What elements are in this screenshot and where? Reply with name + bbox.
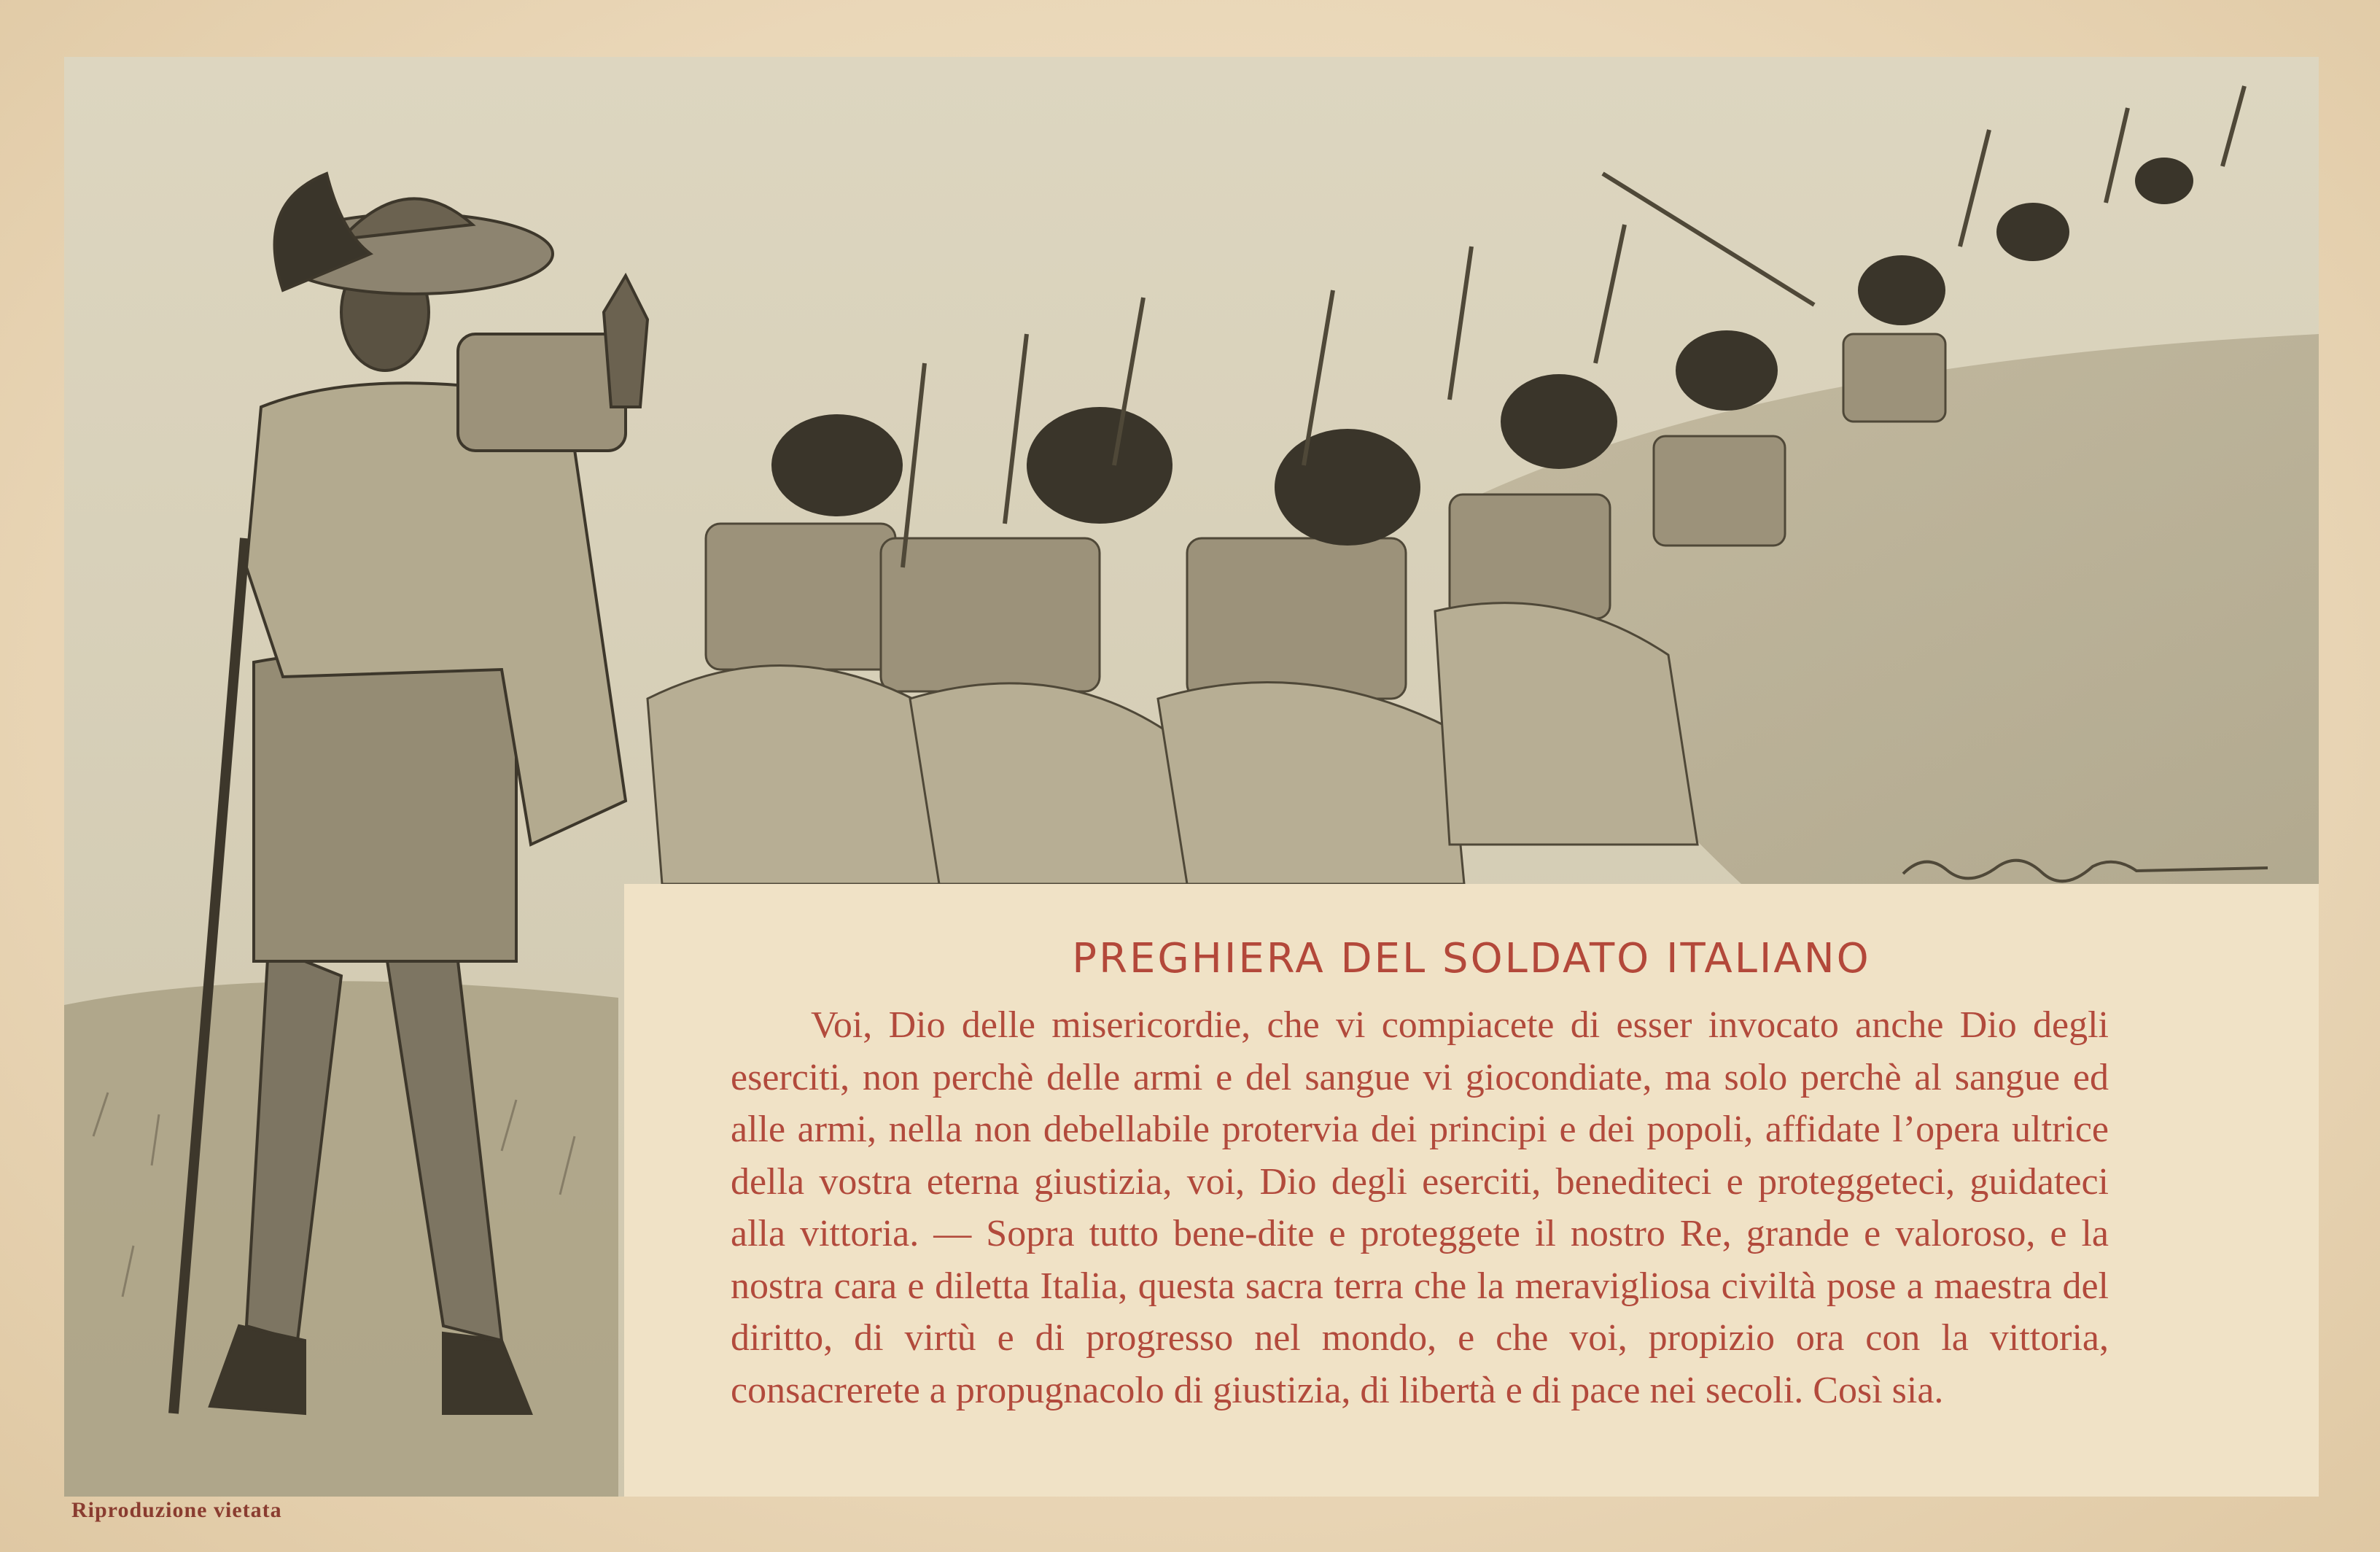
reproduction-notice: Riproduzione vietata bbox=[71, 1498, 282, 1522]
prayer-text: Voi, Dio delle misericordie, che vi compiacete di esser invocato anche Dio degli eserciti, non perchè delle armi e del sangue vi giocondiate, ma solo perchè al sangue ed alle armi, nella non debellabile protervia dei principi e dei popoli, affidate l’opera ultrice della vostra eterna giustizia, voi, Dio degli eserciti, benediteci e proteggeteci, guidateci alla vittoria. — Sopra tutto bene-dite e proteggete il nostro Re, grande e valoroso, e la nostra cara e diletta Italia, questa sacra terra che la meravigliosa civiltà pose a maestra del diritto, di virtù e di progresso nel mondo, e che voi, propizio ora con la vittoria, consacrerete a propugnacolo di giustizia, di libertà e di pace nei secoli. Così sia. bbox=[731, 1004, 2109, 1411]
prayer-title: PREGHIERA DEL SOLDATO ITALIANO bbox=[1072, 935, 1871, 982]
text-panel bbox=[624, 884, 2319, 1497]
artist-signature bbox=[1896, 845, 2275, 888]
